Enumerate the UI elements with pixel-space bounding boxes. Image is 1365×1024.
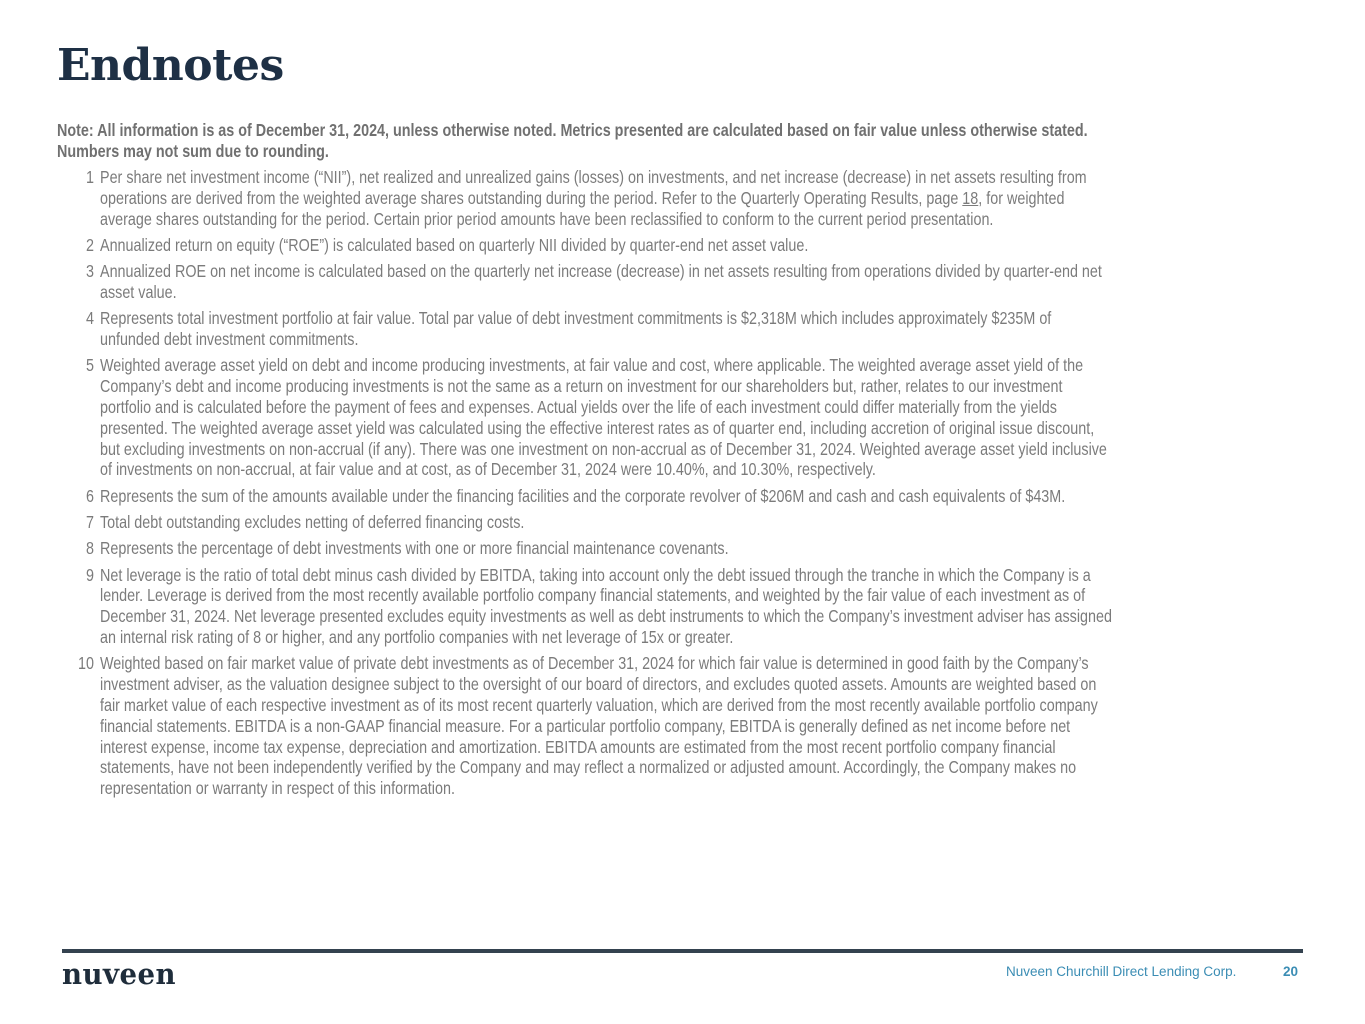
endnote-number: 6 [86, 485, 94, 506]
endnote-text: operations are derived from the weighted average shares outstanding during the period. Refer to the Quarterly Operating Results, page [100, 187, 963, 208]
endnotes [57, 120, 1317, 799]
endnote-line: Weighted average asset yield on debt and income producing investments, at fair value and cost, where applicable. The weighted average asset yield of the [100, 355, 1084, 376]
endnote-line: investment adviser, as the valuation designee subject to the oversight of our board of directors, and excludes quoted assets. Amounts are weighted based on [100, 674, 1097, 695]
endnote-line: average shares outstanding for the period. Certain prior period amounts have been reclassified to conform to the current period presentation. [100, 208, 994, 229]
endnote-line: Represents the percentage of debt investments with one or more financial maintenance covenants. [100, 538, 729, 559]
endnote-line: of investments on non-accrual, at fair value and at cost, as of December 31, 2024 were 10.40%, and 10.30%, respectively. [100, 459, 876, 480]
endnote-8 [57, 538, 1317, 559]
endnote-10 [57, 653, 1317, 799]
page-18-link[interactable]: 18 [962, 187, 979, 208]
note [57, 120, 1317, 162]
endnote-number: 2 [86, 234, 94, 255]
endnote-line: Net leverage is the ratio of total debt minus cash divided by EBITDA, taking into account only the debt issued through the tranche in which the Company is a [100, 564, 1091, 585]
footer-divider [62, 949, 1303, 953]
endnote-number: 8 [86, 538, 94, 559]
endnote-5 [57, 355, 1317, 480]
endnote-line [100, 188, 1098, 209]
endnote-line: unfunded debt investment commitments. [100, 329, 359, 350]
note-line: Numbers may not sum due to rounding. [57, 140, 329, 161]
endnote-7 [57, 512, 1317, 533]
endnote-number: 5 [86, 355, 94, 376]
endnote-number: 4 [86, 308, 94, 329]
endnote-line: fair market value of each respective investment as of its most recent quarterly valuation, which are derived from the most recently available portfolio company [100, 694, 1098, 715]
endnote-line: Per share net investment income (“NII”), net realized and unrealized gains (losses) on investments, and net increase (decrease) in net assets resulting from [100, 167, 1087, 188]
page-number: 20 [1283, 964, 1299, 979]
endnote-line: Weighted based on fair market value of private debt investments as of December 31, 2024 for which fair value is determined in good faith by the Company’s [100, 653, 1089, 674]
endnote-line: financial statements. EBITDA is a non-GAAP financial measure. For a particular portfolio company, EBITDA is generally defined as net income before net [100, 715, 1071, 736]
endnote-line: Represents the sum of the amounts available under the financing facilities and the corporate revolver of $206M and cash and cash equivalents of $43M. [100, 485, 1066, 506]
endnote-text: , for weighted [978, 187, 1065, 208]
endnote-number: 9 [86, 564, 94, 585]
endnote-line: December 31, 2024. Net leverage presented excludes equity investments as well as debt instruments to which the Company’s investment adviser has assigned [100, 606, 1112, 627]
endnote-line: Annualized return on equity (“ROE”) is calculated based on quarterly NII divided by quarter-end net asset value. [100, 234, 809, 255]
endnote-line: Total debt outstanding excludes netting of deferred financing costs. [100, 512, 525, 533]
endnote-line: presented. The weighted average asset yield was calculated using the effective interest rates as of quarter end, including accretion of original issue discount, [100, 417, 1095, 438]
endnote-number: 3 [86, 261, 94, 282]
endnote-line: representation or warranty in respect of this information. [100, 778, 455, 799]
endnote-4 [57, 308, 1317, 350]
endnote-number: 7 [86, 512, 94, 533]
endnote-line: lender. Leverage is derived from the most recently available portfolio company financial statements, and weighted by the fair value of each investment as of [100, 585, 1086, 606]
endnote-line: asset value. [100, 282, 177, 303]
endnote-1 [57, 167, 1317, 229]
endnote-9 [57, 565, 1317, 648]
endnote-line: Represents total investment portfolio at fair value. Total par value of debt investment commitments is $2,318M which includes approximately $235M of [100, 308, 1052, 329]
endnote-line: Company’s debt and income producing investments is not the same as a return on investment for our shareholders but, rather, relates to our investment [100, 376, 1063, 397]
endnote-line: statements, have not been independently verified by the Company and may reflect a normalized or adjusted amount. Accordingly, the Company makes no [100, 757, 1077, 778]
endnote-6 [57, 486, 1317, 507]
note-line: Note: All information is as of December 31, 2024, unless otherwise noted. Metrics presented are calculated based on fair value unless otherwise stated. [57, 120, 1088, 140]
nuveen-logo: nuveen [62, 957, 177, 991]
endnote-line: Annualized ROE on net income is calculated based on the quarterly net increase (decrease) in net assets resulting from operations divided by quarter-end net [100, 261, 1102, 282]
endnote-line: an internal risk rating of 8 or higher, and any portfolio companies with net leverage of 15x or greater. [100, 627, 734, 648]
endnote-number: 1 [86, 167, 94, 188]
footer-company: Nuveen Churchill Direct Lending Corp. [1006, 964, 1237, 979]
endnote-line: but excluding investments on non-accrual (if any). There was one investment on non-accrual as of December 31, 2024. Weighted average asset yield inclusive [100, 438, 1107, 459]
endnote-line: interest expense, income tax expense, depreciation and amortization. EBITDA amounts are estimated from the most recent portfolio company financial [100, 736, 1056, 757]
endnote-3 [57, 261, 1317, 303]
page-title: Endnotes [57, 40, 284, 91]
endnote-number: 10 [78, 653, 94, 674]
endnote-2 [57, 235, 1317, 256]
endnote-line: portfolio and is calculated before the payment of fees and expenses. Actual yields over the life of each investment could differ materially from the yields [100, 397, 1057, 418]
